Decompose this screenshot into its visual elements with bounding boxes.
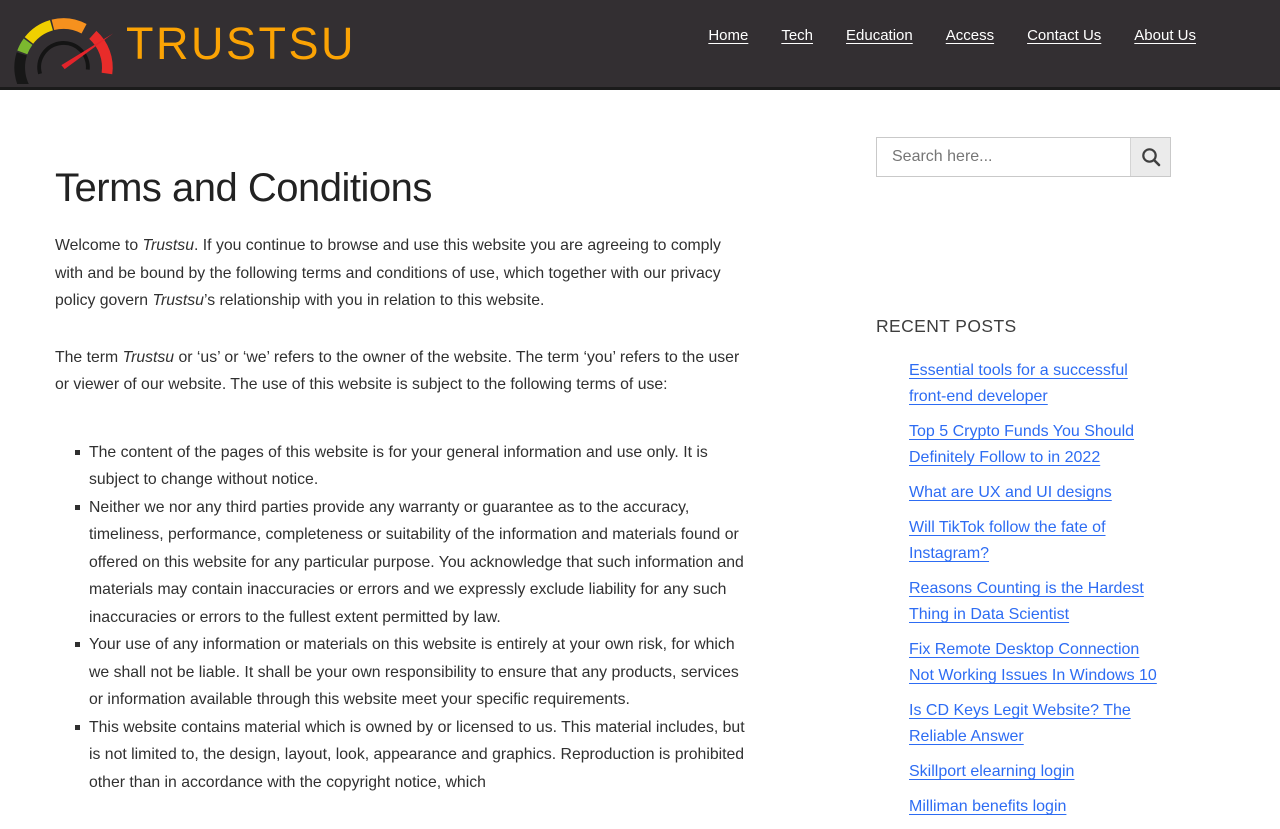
nav-item — [1134, 27, 1196, 45]
post-item — [909, 759, 1161, 785]
site-header — [0, 0, 1280, 90]
nav-item — [1027, 27, 1101, 45]
post-link[interactable]: Fix Remote Desktop Connection Not Working Issues In Windows 10 — [909, 641, 1157, 684]
terms-list-item: Your use of any information or materials on this website is entirely at your own risk, for which we shall not be liable. It shall be your own responsibility to ensure that any products, services or information available through this website meet your specific requirements. — [89, 631, 745, 714]
terms-list-item: This website contains material which is owned by or licensed to us. This material includes, but is not limited to, the design, layout, look, appearance and graphics. Reproduction is prohibited other than in accordance with the copyright notice, which — [89, 714, 745, 797]
post-link[interactable]: Reasons Counting is the Hardest Thing in Data Scientist — [909, 580, 1144, 623]
page-title: Terms and Conditions — [55, 166, 432, 210]
nav-item — [708, 27, 748, 45]
post-item — [909, 794, 1161, 820]
content-area — [55, 90, 745, 829]
post-item — [909, 515, 1161, 567]
sidebar — [876, 90, 1171, 829]
terms-list-item: The content of the pages of this website is for your general information and use only. It is subject to change without notice. — [89, 439, 745, 494]
post-item — [909, 480, 1161, 506]
nav-link[interactable]: Tech — [781, 26, 814, 44]
nav-link[interactable]: Education — [846, 26, 913, 44]
nav-link[interactable]: Contact Us — [1027, 26, 1102, 44]
terms-list-item: Neither we nor any third parties provide any warranty or guarantee as to the accuracy, timeliness, performance, completeness or suitability of the information and materials found or offered on this website for any particular purpose. You acknowledge that such information and materials may contain inaccuracies or errors and we expressly exclude liability for any such inaccuracies or errors to the fullest extent permitted by law. — [89, 494, 745, 632]
post-item — [909, 698, 1161, 750]
post-link[interactable]: Skillport elearning login — [909, 763, 1075, 780]
nav-item — [846, 27, 913, 45]
nav-link[interactable]: Home — [708, 26, 749, 44]
search-button[interactable] — [1130, 138, 1170, 176]
speedometer-gauge-icon — [8, 6, 120, 84]
brand-text: TRUSTSU — [126, 18, 356, 69]
nav-item — [781, 27, 813, 45]
post-link[interactable]: What are UX and UI designs — [909, 484, 1112, 501]
recent-posts-list — [876, 358, 1171, 820]
nav-item — [946, 27, 994, 45]
post-link[interactable]: Milliman benefits login — [909, 798, 1067, 815]
post-item — [909, 419, 1161, 471]
nav-list — [708, 27, 1196, 45]
post-item — [909, 576, 1161, 628]
post-link[interactable]: Will TikTok follow the fate of Instagram? — [909, 519, 1106, 562]
search-icon — [1140, 146, 1162, 168]
post-link[interactable]: Is CD Keys Legit Website? The Reliable Answer — [909, 702, 1131, 745]
post-link[interactable]: Essential tools for a successful front-end developer — [909, 362, 1128, 405]
nav-link[interactable]: About Us — [1134, 26, 1196, 44]
paragraph: The term Trustsu or ‘us’ or ‘we’ refers to the owner of the website. The term ‘you’ refers to the user or viewer of our website. The use of this website is subject to the following terms of use: — [55, 348, 740, 393]
search-form — [876, 137, 1171, 177]
site-logo[interactable] — [8, 4, 356, 84]
post-item — [909, 358, 1161, 410]
nav-link[interactable]: Access — [945, 26, 995, 44]
paragraph: Welcome to Trustsu. If you continue to browse and use this website you are agreeing to comply with and be bound by the following terms and conditions of use, which together with our privacy policy govern Trustsu’s relationship with you in relation to this website. — [55, 237, 721, 309]
post-item — [909, 637, 1161, 689]
search-input[interactable] — [877, 138, 1130, 176]
main-nav — [708, 27, 1196, 45]
recent-posts-widget — [876, 316, 1171, 820]
terms-list — [55, 439, 745, 797]
post-link[interactable]: Top 5 Crypto Funds You Should Definitely Follow to in 2022 — [909, 423, 1135, 466]
intro-paragraphs — [55, 232, 745, 399]
recent-posts-title: RECENT POSTS — [876, 316, 1017, 336]
